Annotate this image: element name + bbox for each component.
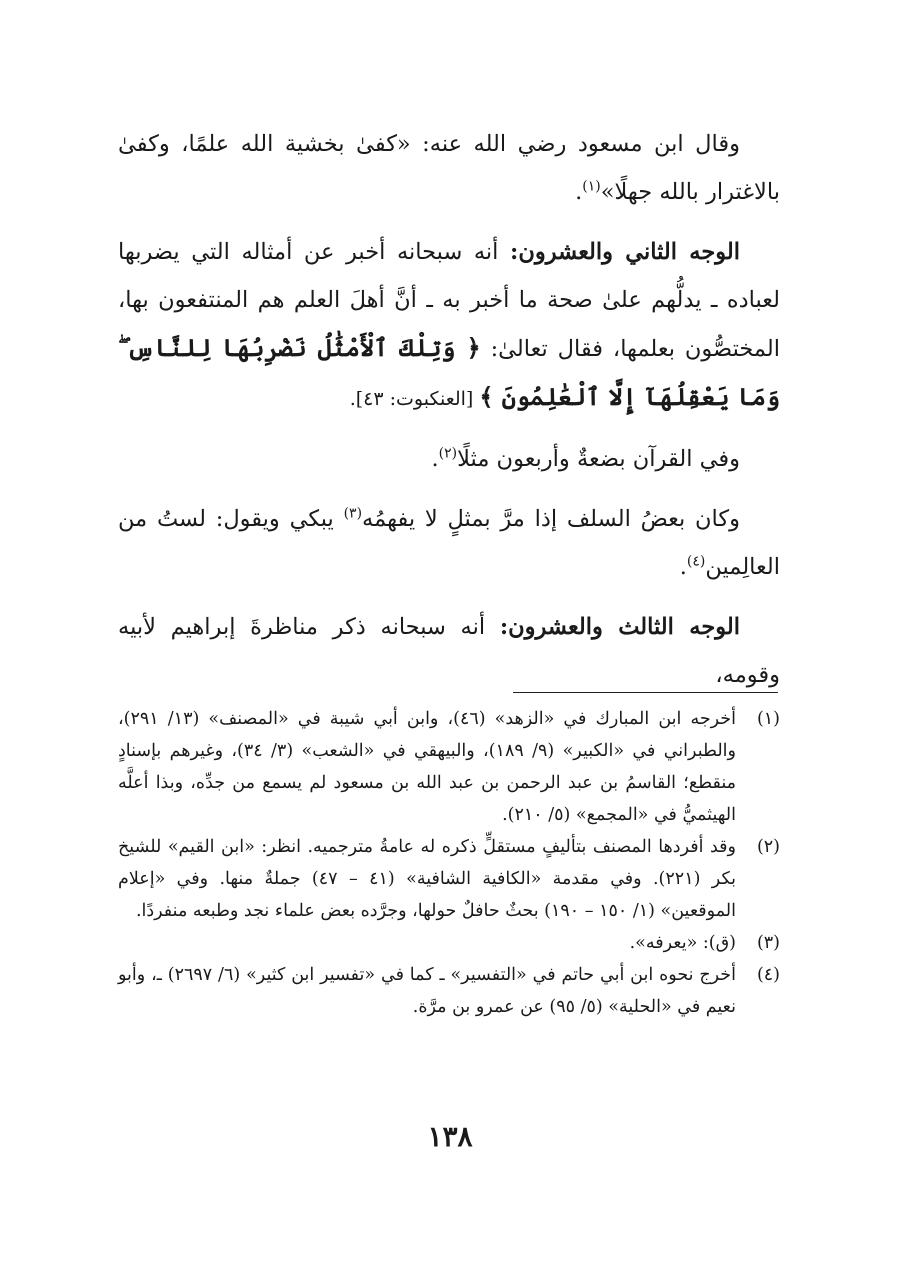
paragraph-aspect-22 (118, 228, 780, 423)
quran-verse: ﴿ وَتِلْكَ ٱلْأَمْثَٰلُ نَضْرِبُهَا لِلنَّاسِ ۖ وَمَا يَعْقِلُهَآ إِلَّا ٱلْعَٰلِمُونَ ﴾ (118, 333, 780, 411)
footnote-number: (١) (756, 709, 780, 729)
footnote-number: (٤) (756, 965, 780, 985)
paragraph-parables-count (118, 435, 780, 483)
footnote-divider (513, 692, 778, 693)
main-text (118, 120, 780, 711)
footnote-3 (118, 927, 780, 959)
page-number: ١٣٨ (427, 1120, 473, 1153)
footnote-4 (118, 959, 780, 1023)
footnote-number: (٢) (756, 837, 780, 857)
verse-citation: [العنكبوت: ٤٣]. (349, 388, 480, 410)
footnote-text: وقد أفردها المصنف بتأليفٍ مستقلٍّ ذكره له عامةُ مترجميه. انظر: «ابن القيم» للشيخ بكر (٢٢١). وفي مقدمة «الكافية الشافية» (٤١ – ٤٧) جملةٌ منها. وفي «إعلام الموقعين» (١/ ١٥٠ – ١٩٠) بحثٌ حافلٌ حولها، وجرَّده بعض علماء نجد وطبعه منفردًا. (118, 837, 736, 921)
footnote-text: (ق): «يعرفه». (629, 933, 736, 953)
paragraph-text: وقال ابن مسعود رضي الله عنه: «كفىٰ بخشية الله علمًا، وكفىٰ بالاغترار بالله جهلًا» (118, 131, 780, 205)
footnote-ref-1[interactable]: (١) (582, 178, 601, 195)
footnote-text: أخرجه ابن المبارك في «الزهد» (٤٦)، وابن أبي شيبة في «المصنف» (١٣/ ٢٩١)، والطبراني في «الكبير» (٩/ ١٨٩)، والبيهقي في «الشعب» (٣/ ٣٤)، وغيرهم بإسنادٍ منقطع؛ القاسمُ بن عبد الرحمن بن عبد الله بن مسعود لم يسمع من جدِّه، وبذا أعلَّه الهيثميُّ في «المجمع» (٥/ ٢١٠). (118, 709, 736, 825)
paragraph-end: . (679, 554, 687, 580)
footnote-2 (118, 831, 780, 927)
paragraph-end: . (575, 179, 583, 205)
paragraph-text: أنه سبحانه أخبر عن أمثاله التي يضربها لعباده ـ يدلُّهم علىٰ صحة ما أخبر به ـ أنَّ أهلَ العلم هم المنتفعون بها، المختصُّون بعلمها، فقال تعالىٰ: (118, 239, 780, 362)
paragraph-ibn-masud-quote (118, 120, 780, 216)
paragraph-text: يبكي ويقول: لستُ من العالِمين (118, 506, 780, 580)
footnote-ref-2[interactable]: (٢) (438, 445, 458, 462)
paragraph-aspect-23 (118, 603, 780, 699)
footnote-ref-4[interactable]: (٤) (686, 553, 706, 570)
paragraph-text: وفي القرآن بضعةٌ وأربعون مثلًا (457, 446, 740, 472)
paragraph-text: أنه سبحانه ذكر مناظرةَ إبراهيم لأبيه وقومه، (118, 614, 780, 688)
footnote-text: أخرج نحوه ابن أبي حاتم في «التفسير» ـ كما في «تفسير ابن كثير» (٦/ ٢٦٩٧) ـ، وأبو نعيم في «الحلية» (٥/ ٩٥) عن عمرو بن مرَّة. (118, 965, 736, 1017)
footnote-1 (118, 703, 780, 831)
paragraph-salaf-weeping (118, 495, 780, 591)
footnote-ref-3[interactable]: (٣) (343, 505, 363, 522)
footnote-number: (٣) (756, 933, 780, 953)
aspect-heading: الوجه الثالث والعشرون: (499, 614, 740, 640)
paragraph-text: وكان بعضُ السلف إذا مرَّ بمثلٍ لا يفهمُه (362, 506, 740, 532)
footnotes (118, 703, 780, 1023)
paragraph-end: . (431, 446, 439, 472)
aspect-heading: الوجه الثاني والعشرون: (510, 239, 740, 265)
